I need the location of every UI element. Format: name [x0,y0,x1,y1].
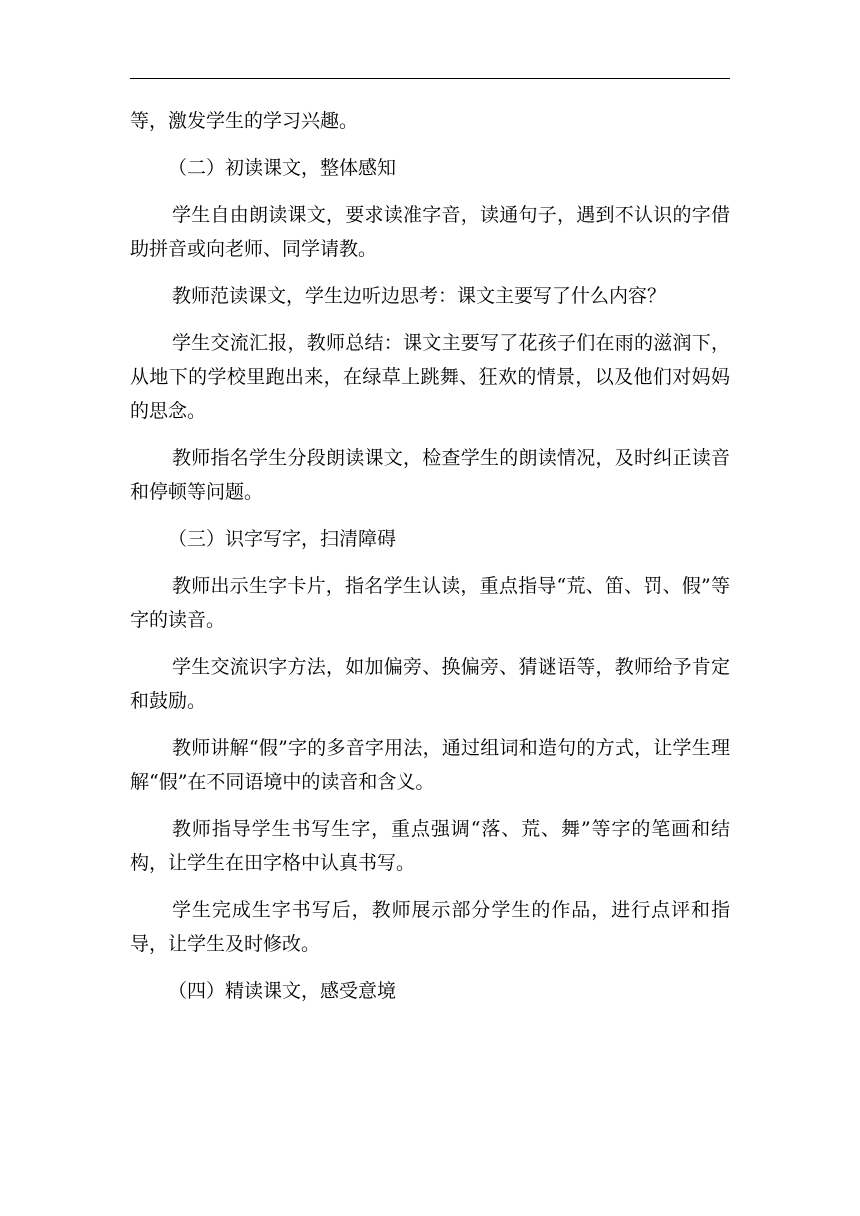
section-heading-3: （三）识字写字，扫清障碍 [168,528,397,550]
paragraph: 教师范读课文，学生边听边思考：课文主要写了什么内容？ [172,285,667,307]
paragraph: 教师讲解“假”字的多音字用法，通过组词和造句的方式，让学生理解“假”在不同语境中的读音和含义。 [130,737,730,793]
paragraph: 教师出示生字卡片，指名学生认读，重点指导“荒、笛、罚、假”等字的读音。 [130,575,730,631]
header-rule [130,78,730,79]
section-heading-2: （二）初读课文，整体感知 [168,157,397,179]
paragraph: 学生完成生字书写后，教师展示部分学生的作品，进行点评和指导，让学生及时修改。 [130,899,730,955]
paragraph: 教师指名学生分段朗读课文，检查学生的朗读情况，及时纠正读音和停顿等问题。 [130,447,730,503]
section-heading-4: （四）精读课文，感受意境 [168,980,397,1002]
paragraph: 学生交流汇报，教师总结：课文主要写了花孩子们在雨的滋润下，从地下的学校里跑出来，在绿草上跳舞、狂欢的情景，以及他们对妈妈的思念。 [130,332,730,422]
paragraph: 学生交流识字方法，如加偏旁、换偏旁、猜谜语等，教师给予肯定和鼓励。 [130,656,730,712]
paragraph: 教师指导学生书写生字，重点强调“落、荒、舞”等字的笔画和结构，让学生在田字格中认真书写。 [130,818,730,874]
document-body [130,104,730,1021]
paragraph: 学生自由朗读课文，要求读准字音，读通句子，遇到不认识的字借助拼音或向老师、同学请教。 [130,204,730,260]
paragraph-continuation: 等，激发学生的学习兴趣。 [130,110,359,132]
